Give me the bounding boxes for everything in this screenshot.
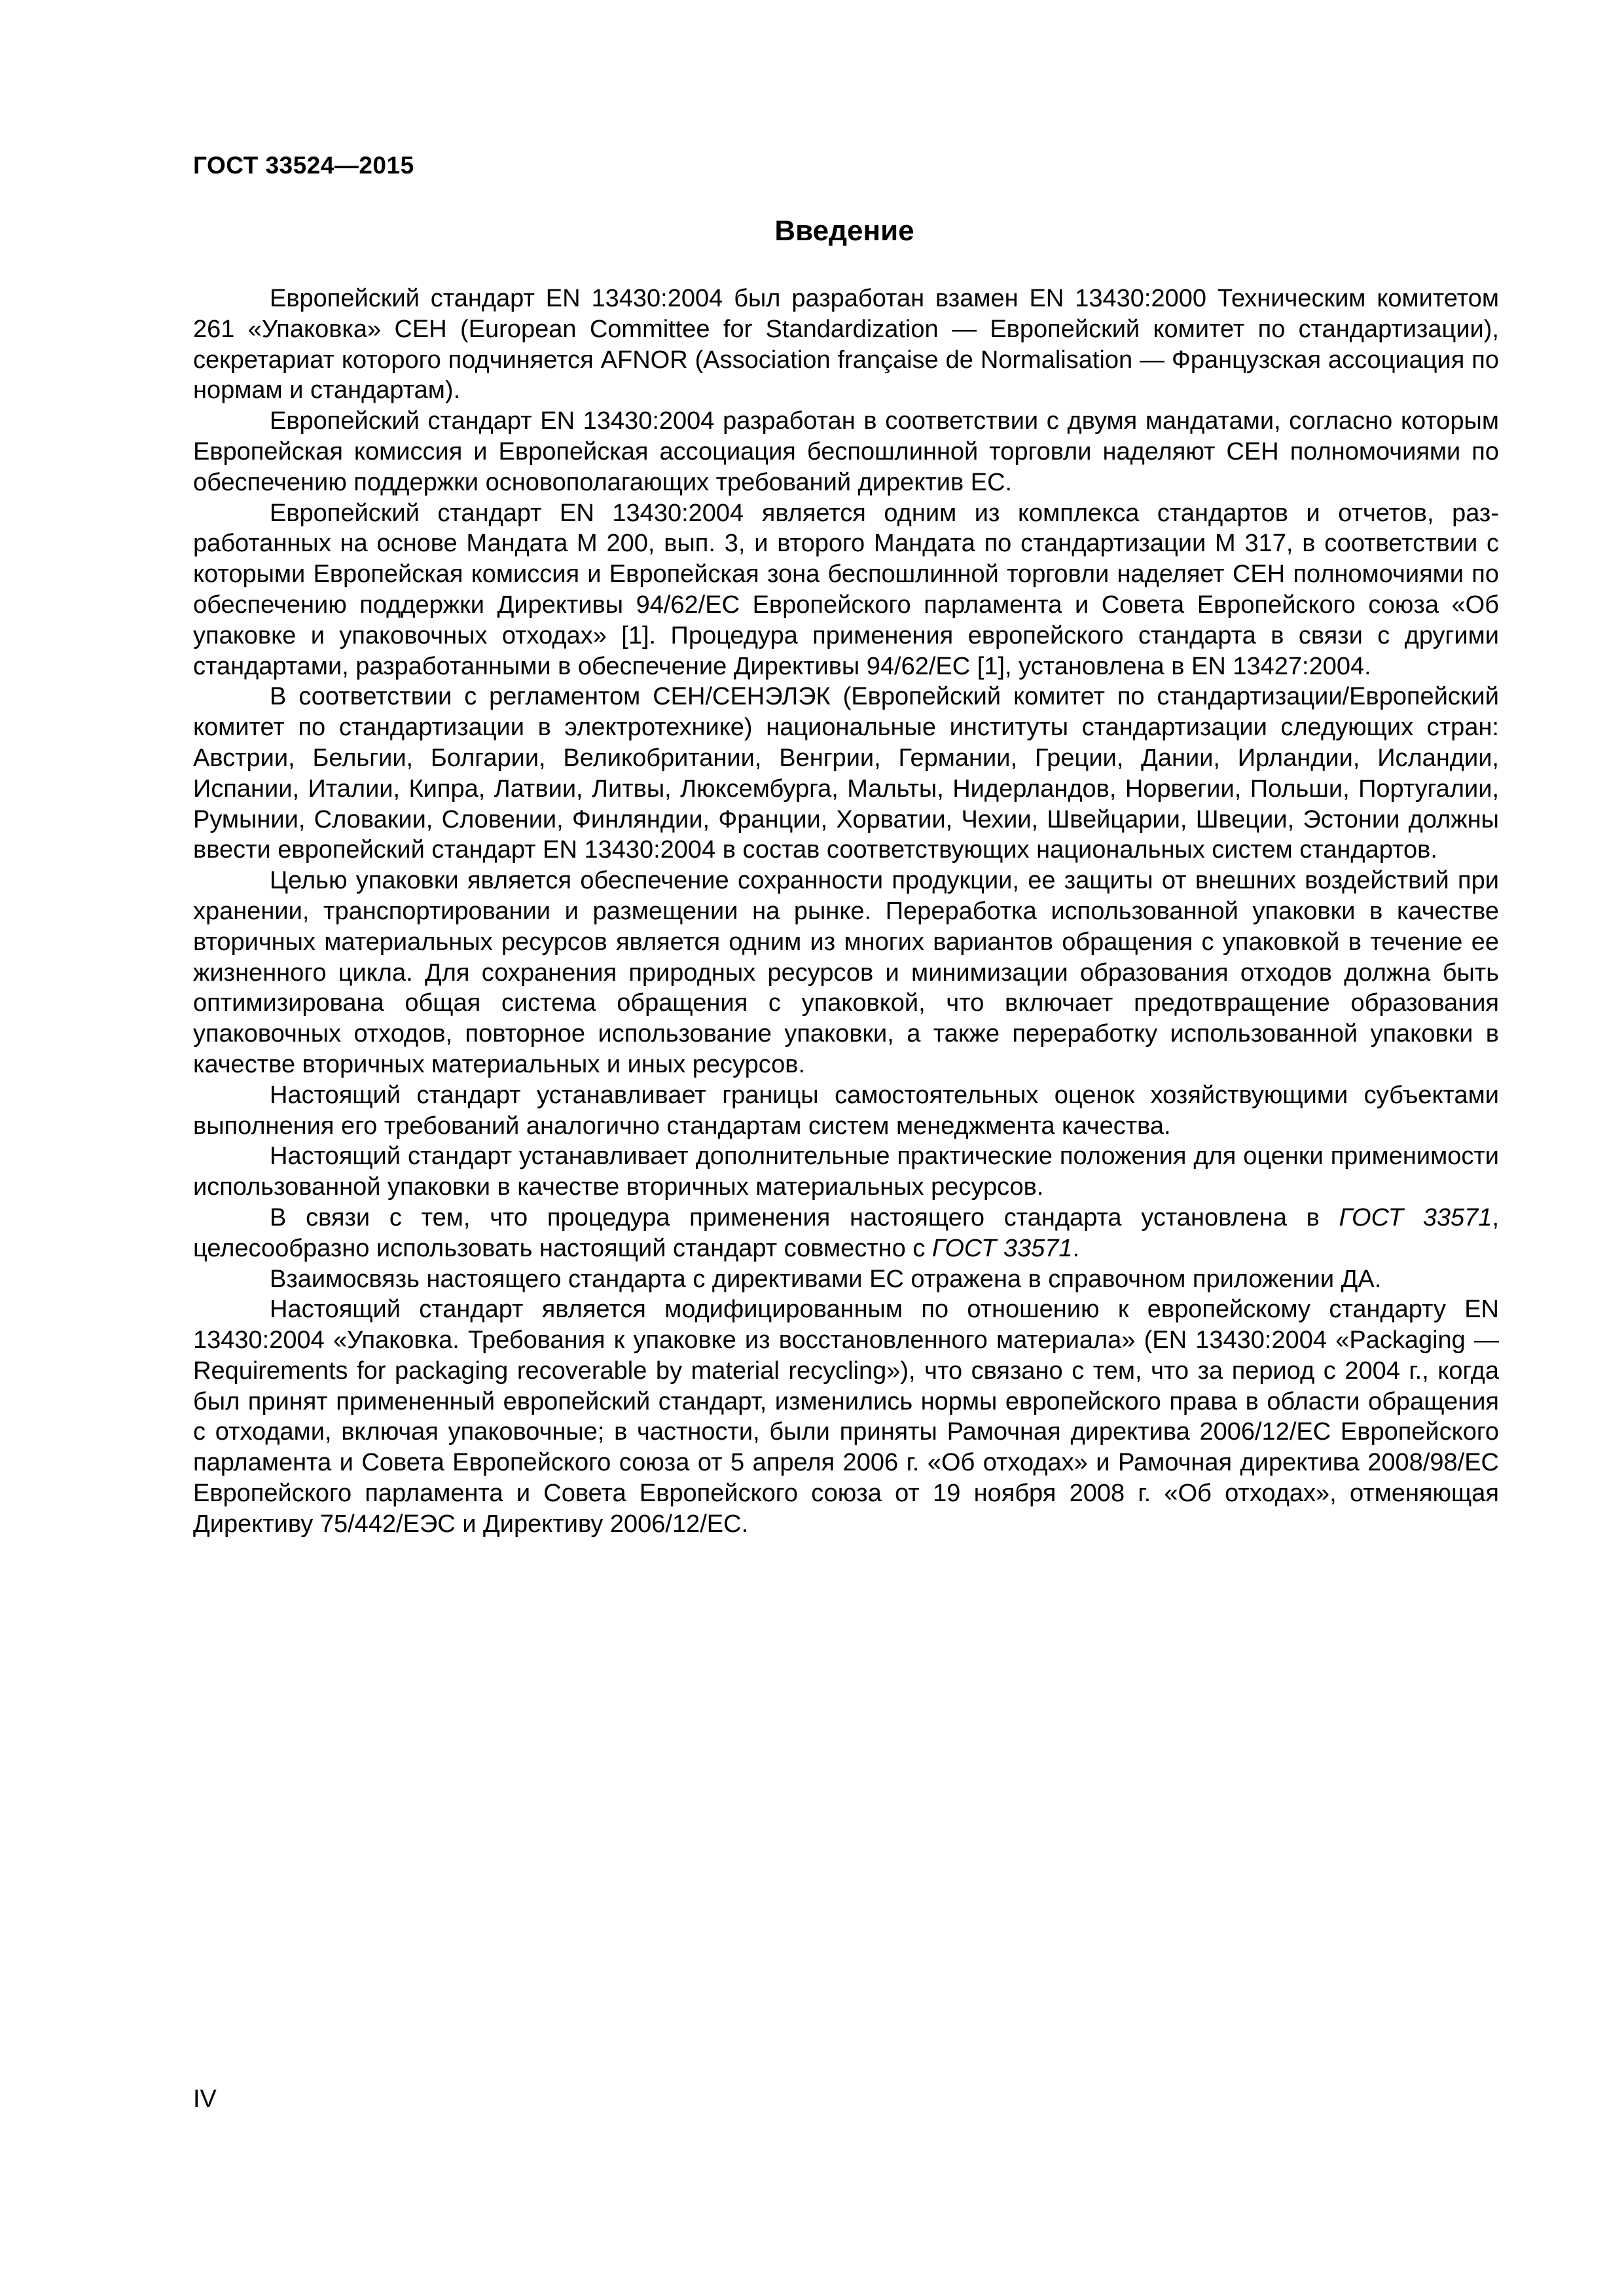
paragraph-1: Европейский стандарт EN 13430:2004 был разработан взамен EN 13430:2000 Техническим комитетом 261 «Упаковка» СЕН (European Committee for Standardization — Европейский комитет по стандартизации), секретариат которого подчиняется AFNOR (Association française de Normalisation — Французская ассоциация по нормам и стандартам). xyxy=(193,285,1499,405)
paragraph-5: Целью упаковки является обеспечение сохранности продукции, ее защиты от внешних воздействий при хранении, транспортировании и размещении на рынке. Переработка использованной упаковки в качестве вторичных материальных ресурсов является одним из многих вариантов обращения с упаковкой в течение ее жизненного цикла. Для сохранения природных ресурсов и минимизации образования отходов должна быть оптимизирована общая система обращения с упаковкой, что включает предотвращение образования упаковочных отходов, повторное использование упаковки, а также переработку использованной упаковки в качестве вторичных материальных и иных ресурсов. xyxy=(193,867,1499,1078)
gost-reference-link: ГОСТ 33571 xyxy=(1339,1203,1492,1231)
standard-id-header: ГОСТ 33524—2015 xyxy=(193,152,414,179)
paragraph-9: Взаимосвязь настоящего стандарта с директивами ЕС отражена в справочном приложении ДА. xyxy=(270,1265,1382,1293)
gost-reference-link: ГОСТ 33571 xyxy=(931,1234,1073,1262)
section-title: Введение xyxy=(774,215,914,247)
paragraph-8-text-before: В связи с тем, что процедура применения настоящего стандарта установлена в xyxy=(270,1203,1339,1231)
paragraph-8 xyxy=(193,1203,1499,1264)
introduction-body xyxy=(193,283,1499,1540)
page-number: IV xyxy=(193,2085,217,2113)
paragraph-3: Европейский стандарт EN 13430:2004 является одним из комплекса стандартов и отчетов, разработанных на основе Мандата М 200, вып. 3, и второго Мандата по стандартизации М 317, в соответствии с которыми Европейская комиссия и Европейская зона беспошлинной торговли наделяет СЕН полномочиями по обеспечению поддержки Директивы 94/62/ЕС Европейского парламента и Совета Европейского союза «Об упаковке и упаковочных отходах» [1]. Процедура применения европейского стандарта в связи с другими стандартами, разработанными в обеспечение Директивы 94/62/ЕС [1], установлена в EN 13427:2004. xyxy=(193,499,1499,680)
paragraph-6: Настоящий стандарт устанавливает границы самостоятельных оценок хозяйствующими субъектами выполнения его требований аналогично стандартам систем менеджмента качества. xyxy=(193,1081,1499,1140)
paragraph-4: В соответствии с регламентом СЕН/СЕНЭЛЭК (Европейский комитет по стандартизации/Европейский комитет по стандартизации в электротехнике) национальные институты стандартизации следующих стран: Австрии, Бельгии, Болгарии, Великобритании, Венгрии, Германии, Греции, Дании, Ирландии, Исландии, Испании, Италии, Кипра, Латвии, Литвы, Люксембурга, Мальты, Нидерландов, Норвегии, Польши, Португалии, Румынии, Словакии, Словении, Финляндии, Франции, Хорватии, Чехии, Швейцарии, Швеции, Эстонии должны ввести европейский стандарт EN 13430:2004 в состав соответствующих национальных систем стандартов. xyxy=(193,683,1499,864)
paragraph-2: Европейский стандарт EN 13430:2004 разработан в соответствии с двумя мандатами, согласно которым Европейская комиссия и Европейская ассоциация беспошлинной торговли наделяют СЕН полномочиями по обеспечению поддержки основополагающих требований директив ЕС. xyxy=(193,407,1499,496)
paragraph-10: Настоящий стандарт является модифицированным по отношению к европейскому стандарту EN 13430:2004 «Упаковка. Требования к упаковке из восстановленного материала» (EN 13430:2004 «Packaging — Requirements for packaging recoverable by material recycling»), что связано с тем, что за период с 2004 г., когда был принят примененный европейский стандарт, изменились нормы европейского права в области обращения с отходами, включая упаковочные; в частности, были приняты Рамочная директива 2006/12/ЕС Европейского парламента и Совета Европейского союза от 5 апреля 2006 г. «Об отходах» и Рамочная директива 2008/98/ЕС Европейского парламента и Совета Европейского союза от 19 ноября 2008 г. «Об отходах», отменяющая Директиву 75/442/ЕЭС и Директиву 2006/12/ЕС. xyxy=(193,1296,1499,1538)
paragraph-8-text-middle: , целесообразно использовать настоящий стандарт совместно с xyxy=(193,1203,1499,1262)
paragraph-8-text-after: . xyxy=(1072,1234,1080,1262)
paragraph-7: Настоящий стандарт устанавливает дополнительные практические положения для оценки применимости использованной упаковки в качестве вторичных материальных ресурсов. xyxy=(193,1142,1499,1201)
